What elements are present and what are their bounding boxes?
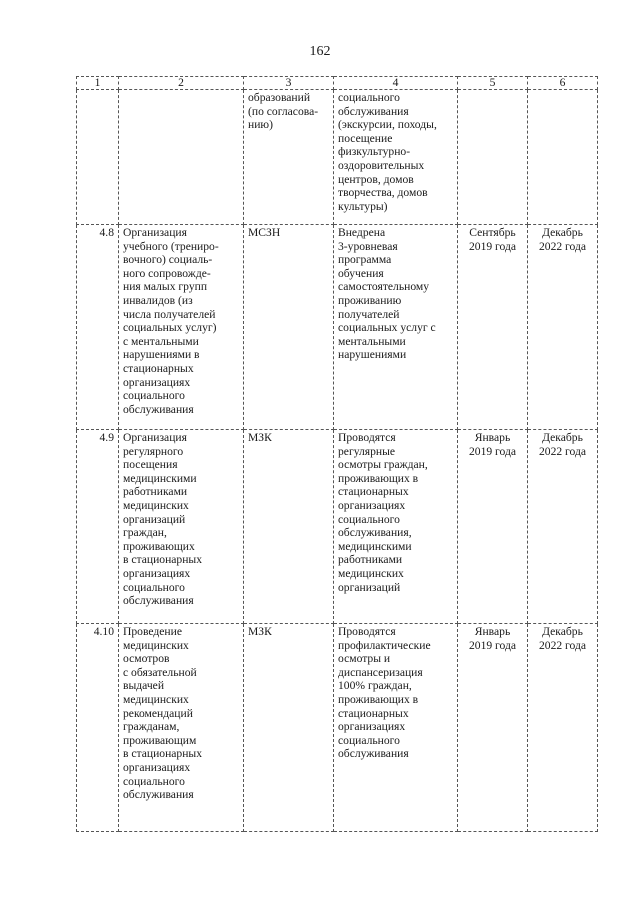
cell-line: посещение: [338, 131, 393, 145]
cell-line: регулярного: [123, 444, 184, 458]
start-date-cell: [458, 430, 528, 624]
cell-line: МСЗН: [248, 226, 281, 239]
start-date-cell: [458, 624, 528, 832]
cell-line: проживанию: [338, 293, 402, 307]
cell-line: проживающим: [123, 733, 197, 747]
cell-line: организациях: [123, 760, 191, 774]
cell-line: социального: [123, 389, 185, 403]
cell-line: организаций: [123, 512, 186, 526]
cell-line: Организация: [123, 431, 187, 444]
cell-line: Январь: [474, 625, 511, 638]
cell-line: организациях: [338, 498, 406, 512]
cell-line: проживающих в: [338, 692, 419, 706]
cell-line: обслуживания: [123, 788, 194, 802]
cell-line: социального: [123, 580, 185, 594]
cell-line: социального: [123, 774, 185, 788]
cell-line: обслуживания,: [338, 526, 412, 540]
cell-line: стационарных: [123, 361, 194, 375]
cell-line: творчества, домов: [338, 186, 428, 200]
cell-line: гражданам,: [123, 720, 180, 734]
cell-line: Сентябрь: [469, 226, 516, 239]
cell-line: культуры): [338, 199, 388, 213]
cell-line: нию): [248, 118, 273, 132]
cell-line: организаций: [338, 580, 401, 594]
result-cell: [334, 90, 458, 225]
cell-line: выдачей: [123, 679, 165, 693]
result-cell: [334, 624, 458, 832]
cell-line: осмотров: [123, 652, 170, 666]
cell-line: Проведение: [123, 625, 182, 638]
cell-line: Организация: [123, 226, 187, 239]
cell-line: нарушениями в: [123, 348, 200, 362]
cell-line: обслуживания: [338, 747, 409, 761]
cell-line: обслуживания: [338, 104, 409, 118]
cell-line: центров, домов: [338, 172, 414, 186]
cell-line: 2022 года: [538, 239, 587, 253]
cell-line: Проводятся: [338, 625, 396, 638]
cell-line: стационарных: [338, 706, 409, 720]
cell-line: самостоятельному: [338, 280, 430, 294]
cell-line: физкультурно-: [338, 145, 411, 159]
cell-line: посещения: [123, 458, 178, 472]
cell-line: 2022 года: [538, 444, 587, 458]
header-cell-2: 2: [119, 77, 244, 90]
start-date-cell: [458, 90, 528, 225]
cell-line: социального: [338, 733, 400, 747]
cell-line: ния малых групп: [123, 280, 208, 294]
measure-cell: [119, 225, 244, 430]
cell-line: осмотры граждан,: [338, 458, 428, 472]
cell-line: Декабрь: [542, 625, 583, 638]
cell-line: организациях: [123, 375, 191, 389]
cell-line: с обязательной: [123, 665, 197, 679]
cell-line: Внедрена: [338, 226, 386, 239]
cell-line: ного сопровожде-: [123, 266, 211, 280]
cell-line: (экскурсии, походы,: [338, 118, 437, 132]
cell-line: вочного) социаль-: [123, 253, 213, 267]
cell-line: социальных услуг): [123, 321, 217, 335]
cell-line: профилактические: [338, 638, 431, 652]
cell-line: Декабрь: [542, 226, 583, 239]
cell-line: социального: [338, 512, 400, 526]
cell-line: работниками: [123, 485, 188, 499]
result-cell: [334, 225, 458, 430]
executor-cell: [244, 225, 334, 430]
cell-line: в стационарных: [123, 747, 203, 761]
cell-line: получателей: [338, 307, 400, 321]
executor-cell: [244, 624, 334, 832]
cell-line: МЗК: [248, 625, 272, 638]
cell-line: организациях: [338, 720, 406, 734]
cell-line: (по согласова-: [248, 104, 319, 118]
executor-cell: [244, 90, 334, 225]
executor-cell: [244, 430, 334, 624]
cell-line: обучения: [338, 266, 384, 280]
cell-line: Декабрь: [542, 431, 583, 444]
cell-line: 2019 года: [468, 444, 517, 458]
cell-line: медицинских: [123, 638, 189, 652]
row-number-cell: 4.9: [77, 430, 119, 624]
row-number-cell: 4.8: [77, 225, 119, 430]
page-number: 162: [309, 44, 331, 59]
cell-line: программа: [338, 253, 392, 267]
cell-line: социальных услуг с: [338, 321, 436, 335]
cell-line: медицинских: [338, 566, 404, 580]
table-row: [77, 225, 598, 430]
cell-line: с ментальными: [123, 334, 199, 348]
cell-line: Проводятся: [338, 431, 396, 444]
cell-line: медицинских: [123, 692, 189, 706]
cell-line: 2022 года: [538, 638, 587, 652]
cell-line: ментальными: [338, 334, 406, 348]
cell-line: учебного (трениро-: [123, 239, 219, 253]
row-number-cell: [77, 90, 119, 225]
cell-line: МЗК: [248, 431, 272, 444]
cell-line: проживающих в: [338, 471, 419, 485]
end-date-cell: [528, 225, 598, 430]
cell-line: медицинских: [123, 498, 189, 512]
cell-line: рекомендаций: [123, 706, 193, 720]
measures-table: [76, 76, 598, 832]
cell-line: осмотры и: [338, 652, 391, 666]
cell-line: обслуживания: [123, 402, 194, 416]
cell-line: организациях: [123, 566, 191, 580]
cell-line: диспансеризация: [338, 665, 423, 679]
cell-line: 2019 года: [468, 239, 517, 253]
header-cell-5: 5: [458, 77, 528, 90]
header-cell-1: 1: [77, 77, 119, 90]
cell-line: числа получателей: [123, 307, 216, 321]
header-row: [77, 77, 598, 90]
cell-line: 2019 года: [468, 638, 517, 652]
header-cell-6: 6: [528, 77, 598, 90]
cell-line: нарушениями: [338, 348, 407, 362]
cell-line: граждан,: [123, 526, 167, 540]
row-number-cell: 4.10: [77, 624, 119, 832]
header-cell-4: 4: [334, 77, 458, 90]
table-row: [77, 430, 598, 624]
cell-line: работниками: [338, 553, 403, 567]
cell-line: 3-уровневая: [338, 239, 398, 253]
end-date-cell: [528, 90, 598, 225]
cell-line: социального: [338, 91, 400, 104]
cell-line: медицинскими: [123, 471, 197, 485]
cell-line: медицинскими: [338, 539, 412, 553]
measure-cell: [119, 430, 244, 624]
cell-line: обслуживания: [123, 594, 194, 608]
cell-line: регулярные: [338, 444, 396, 458]
result-cell: [334, 430, 458, 624]
cell-line: проживающих: [123, 539, 195, 553]
measure-cell: [119, 90, 244, 225]
end-date-cell: [528, 624, 598, 832]
table-row: [77, 624, 598, 832]
measure-cell: [119, 624, 244, 832]
start-date-cell: [458, 225, 528, 430]
end-date-cell: [528, 430, 598, 624]
cell-line: в стационарных: [123, 553, 203, 567]
cell-line: стационарных: [338, 485, 409, 499]
cell-line: 100% граждан,: [338, 679, 412, 693]
table-row-continuation: [77, 90, 598, 225]
cell-line: Январь: [474, 431, 511, 444]
cell-line: инвалидов (из: [123, 293, 193, 307]
cell-line: оздоровительных: [338, 158, 425, 172]
cell-line: образований: [248, 91, 311, 104]
header-cell-3: 3: [244, 77, 334, 90]
